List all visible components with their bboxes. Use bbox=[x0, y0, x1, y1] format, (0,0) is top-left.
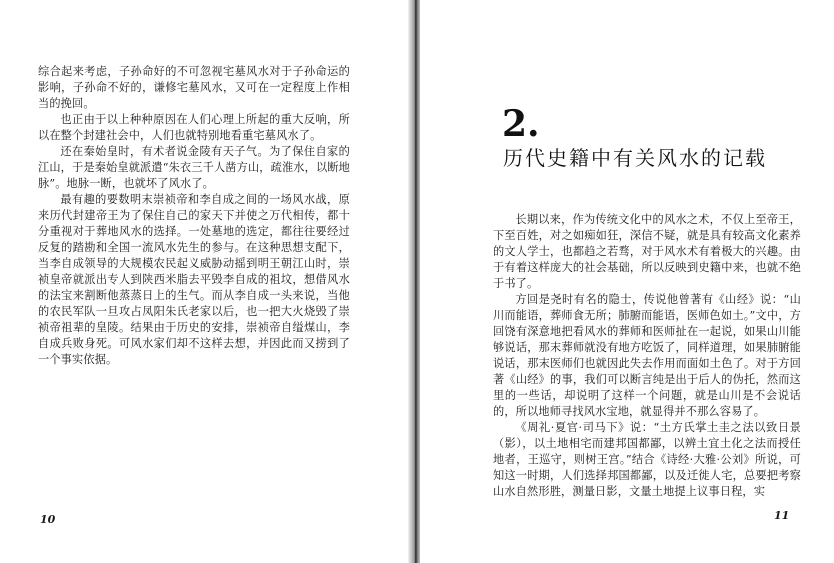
left-paragraph-1: 综合起来考虑，子孙命好的不可忽视宅墓风水对于子孙命运的影响，子孙命不好的，谦修宅墓风水，又可在一定程度上作相当的挽回。 bbox=[38, 65, 350, 110]
right-text-column bbox=[493, 212, 801, 500]
left-paragraph-2: 也正由于以上种种原因在人们心理上所起的重大反响，所以在整个封建社会中，人们也就特别地看重宅墓风水了。 bbox=[38, 113, 350, 142]
right-page-number: 11 bbox=[774, 509, 790, 522]
left-paragraph-4: 最有趣的要数明末崇祯帝和李自成之间的一场风水战，原来历代封建帝王为了保住自己的家天下并使之万代相传，都十分重视对于葬地风水的选择。一处墓地的选定，都往往要经过反复的踏勘和全国一流风水先生的参与。在这种思想支配下，当李自成领导的大规模农民起义威胁动摇到明王朝江山时，崇祯皇帝就派出专人到陕西米脂去平毁李自成的祖坟，想借风水的法宝来割断他蒸蒸日上的生气。而从李自成一头来说，当他的农民军队一旦攻占凤阳朱氏老家以后，也一把大火烧毁了崇祯帝祖辈的皇陵。结果由于历史的安排，崇祯帝自缢煤山，李自成兵败身死。可风水家们却不这样去想，并因此而又捞到了一个事实依据。 bbox=[38, 193, 350, 366]
left-page-number: 10 bbox=[40, 513, 56, 526]
chapter-title: 历代史籍中有关风水的记载 bbox=[503, 146, 767, 170]
left-paragraph-3: 还在秦始皇时，有术者说金陵有天子气。为了保住自家的江山，于是秦始皇就派遣“朱衣三千人凿方山，疏淮水，以断地脉”。地脉一断，也就坏了风水了。 bbox=[38, 145, 350, 190]
chapter-number: 2. bbox=[502, 103, 540, 145]
left-text-column bbox=[38, 64, 350, 368]
left-page bbox=[0, 0, 410, 563]
right-paragraph-2: 方回是尧时有名的隐士，传说他曾著有《山经》说：“山川而能语，葬师食无所；肺腑而能语，医师色如土。”文中，方回饶有深意地把看风水的葬师和医师扯在一起说，如果山川能够说话，那末葬师就没有地方吃饭了，同样道理，如果肺腑能说话，那末医师们也就因此失去作用而面如土色了。对于方回著《山经》的事，我们可以断言纯是出于后人的伪托，然而这里的一些话，却说明了这样一个问题，就是山川是不会说话的，所以地师寻找风水宝地，就显得并不那么容易了。 bbox=[493, 293, 801, 418]
right-paragraph-1: 长期以来，作为传统文化中的风水之术，不仅上至帝王，下至百姓，对之如痴如狂，深信不疑，就是具有较高文化素养的文人学士，也都趋之若骛，对于风水术有着极大的兴趣。由于有着这样庞大的社会基础，所以反映到史籍中来，也就不绝于书了。 bbox=[493, 213, 801, 290]
right-page bbox=[420, 0, 834, 563]
right-paragraph-3: 《周礼·夏官·司马下》说：“土方氏掌土圭之法以致日景（影），以土地相宅而建邦国都鄙，以辨土宜土化之法而授任地者，王巡守，则树王宫。”结合《诗经·大雅·公刘》所说，可知这一时期，人们选择邦国都鄙，以及迁徙人宅，总要把考察山水自然形胜，测量日影，文量土地提上议事日程，实 bbox=[493, 421, 801, 498]
